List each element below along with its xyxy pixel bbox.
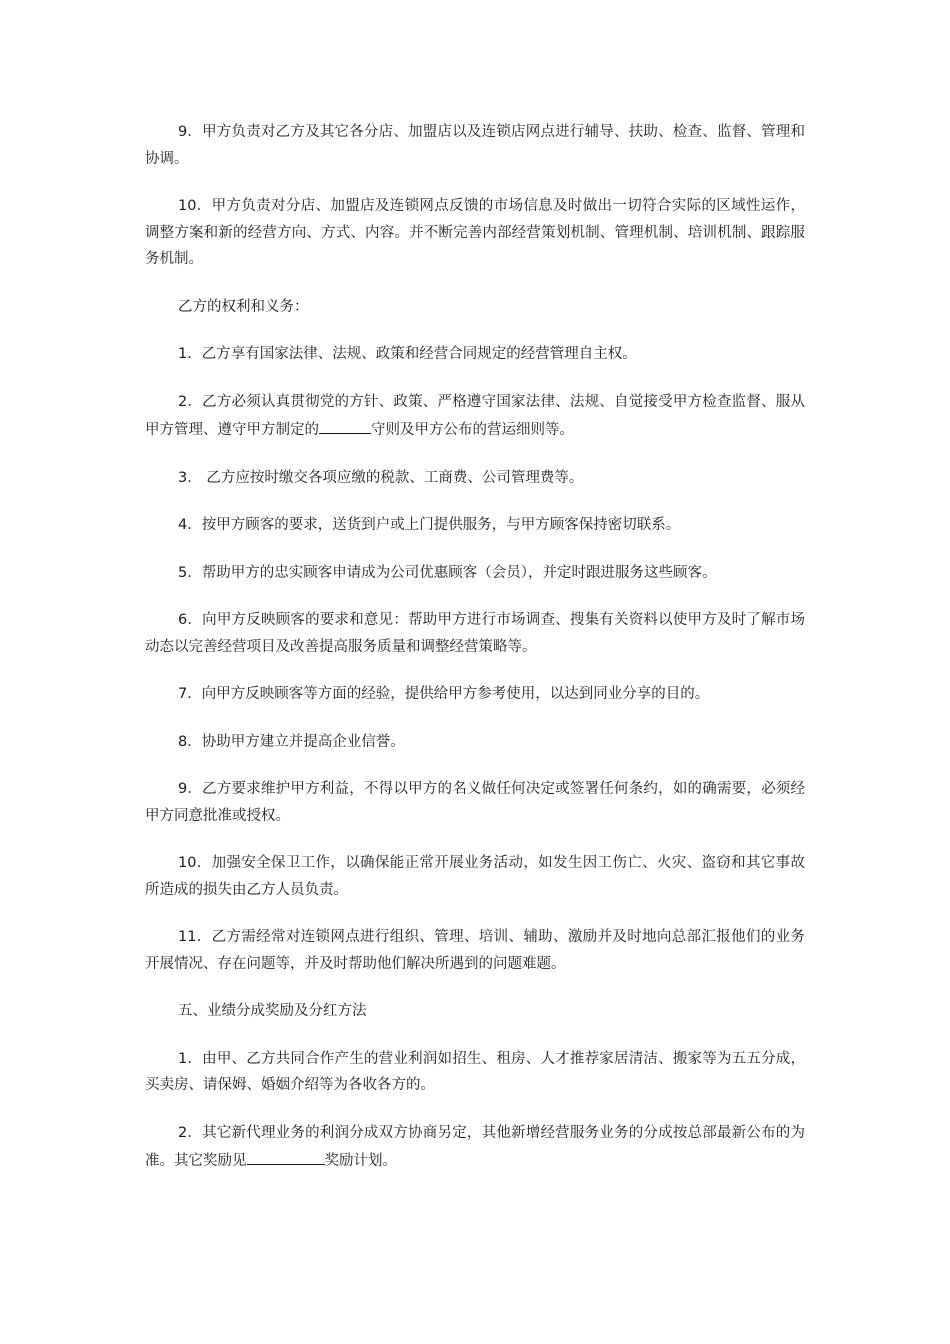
paragraph-party-b-item-4: 4．按甲方顾客的要求，送货到户或上门提供服务，与甲方顾客保持密切联系。 [178, 517, 681, 533]
paragraph-party-b-item-6: 6．向甲方反映顾客的要求和意见：帮助甲方进行市场调查、搜集有关资料以使甲方及时了解市场动态以完善经营项目及改善提高服务质量和调整经营策略等。 [145, 612, 805, 655]
paragraph-party-a-item-10: 10．甲方负责对分店、加盟店及连锁网点反馈的市场信息及时做出一切符合实际的区域性运作，调整方案和新的经营方向、方式、内容。并不断完善内部经营策划机制、管理机制、培训机制、跟踪服务机制。 [145, 198, 805, 267]
paragraph-party-b-item-11: 11．乙方需经常对连锁网点进行组织、管理、培训、辅助、激励并及时地向总部汇报他们的业务开展情况、存在问题等，并及时帮助他们解决所遇到的问题难题。 [145, 929, 805, 972]
paragraph-party-b-item-7: 7．向甲方反映顾客等方面的经验，提供给甲方参考使用，以达到同业分享的目的。 [178, 686, 710, 702]
fill-in-blank [319, 415, 371, 434]
paragraph-party-a-item-9: 9．甲方负责对乙方及其它各分店、加盟店以及连锁店网点进行辅导、扶助、检查、监督、管理和协调。 [145, 124, 805, 167]
paragraph-text-before-blank: 2．其它新代理业务的利润分成双方协商另定，其他新增经营服务业务的分成按总部最新公布的为准。其它奖励见 [145, 1124, 805, 1169]
paragraph-party-b-item-5: 5．帮助甲方的忠实顾客申请成为公司优惠顾客（会员），并定时跟进服务这些顾客。 [178, 564, 717, 581]
paragraph-party-b-item-10: 10．加强安全保卫工作，以确保能正常开展业务活动，如发生因工伤亡、火灾、盗窃和其它事故所造成的损失由乙方人员负责。 [145, 855, 805, 898]
paragraph-party-b-item-1: 1．乙方享有国家法律、法规、政策和经营合同规定的经营管理自主权。 [178, 346, 637, 362]
section-heading-party-b-rights: 乙方的权利和义务： [178, 298, 309, 315]
paragraph-party-b-item-9: 9．乙方要求维护甲方利益，不得以甲方的名义做任何决定或签署任何条约，如的确需要，必须经甲方同意批准或授权。 [145, 781, 805, 824]
paragraph-text-before-blank: 2．乙方必须认真贯彻党的方针、政策、严格遵守国家法律、法规、自觉接受甲方检查监督、服从甲方管理、遵守甲方制定的 [145, 393, 805, 438]
paragraph-text-after-blank: 守则及甲方公布的营运细则等。 [371, 422, 574, 438]
paragraph-party-b-item-2 [145, 389, 805, 444]
paragraph-text-after-blank: 奖励计划。 [324, 1153, 397, 1169]
document-body [145, 119, 805, 1196]
section-heading-profit-sharing: 五、业绩分成奖励及分红方法 [178, 1003, 367, 1019]
paragraph-party-b-item-8: 8．协助甲方建立并提高企业信誉。 [178, 733, 405, 750]
paragraph-party-b-item-3: 3． 乙方应按时缴交各项应缴的税款、工商费、公司管理费等。 [178, 469, 584, 486]
paragraph-profit-item-2 [145, 1120, 805, 1175]
fill-in-blank [247, 1146, 325, 1165]
paragraph-profit-item-1: 1．由甲、乙方共同合作产生的营业利润如招生、租房、人才推荐家居清洁、搬家等为五五分成，买卖房、请保姆、婚姻介绍等为各收各方的。 [145, 1050, 805, 1093]
